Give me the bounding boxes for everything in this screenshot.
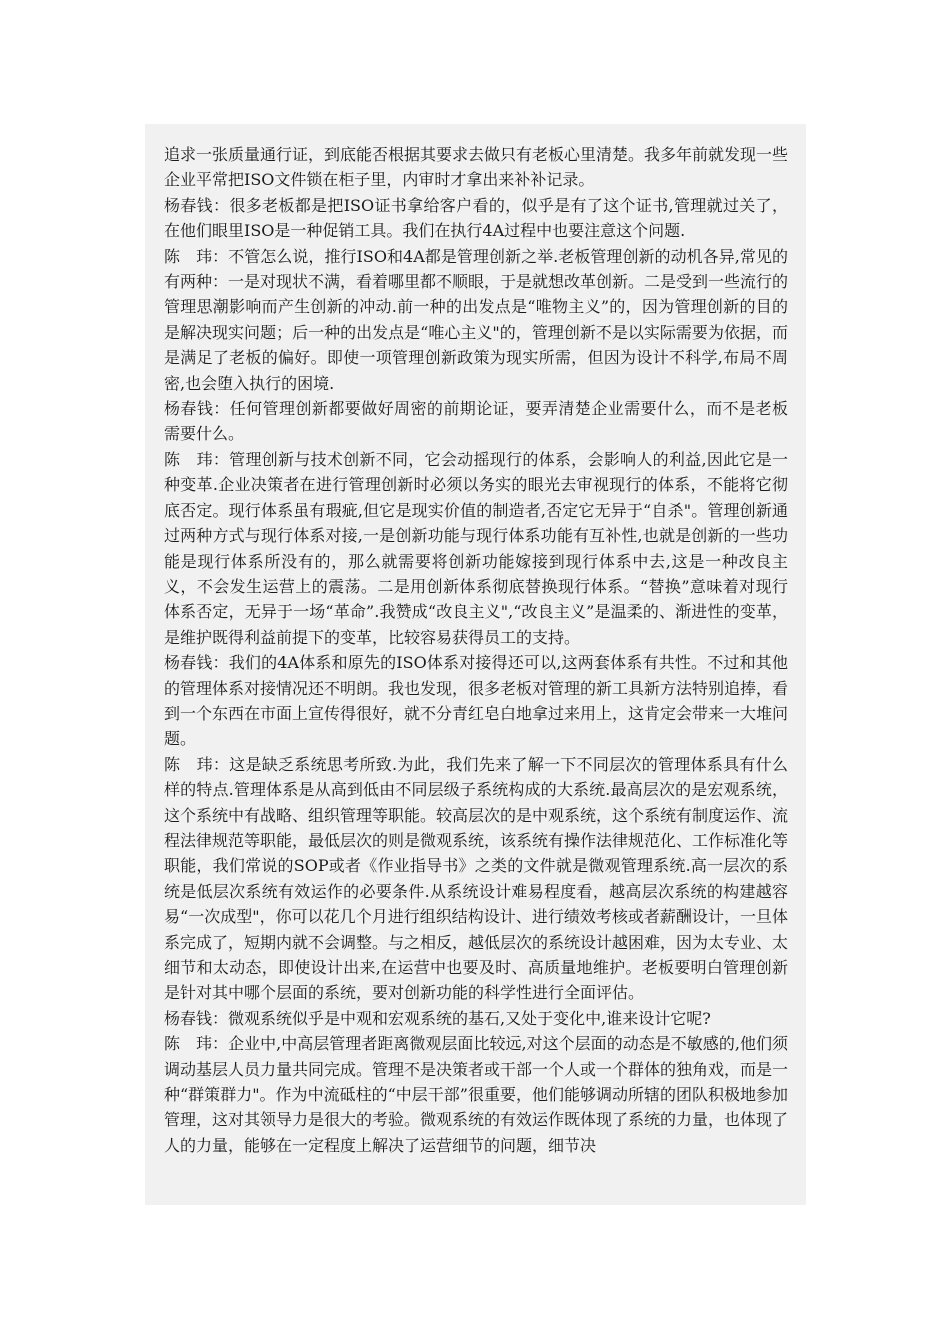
paragraph-text: 任何管理创新都要做好周密的前期论证，要弄清楚企业需要什么，而不是老板需要什么。 — [164, 399, 788, 444]
paragraph-text: 企业中,中高层管理者距离微观层面比较远,对这个层面的动态是不敏感的,他们须调动基层人员力量共同完成。管理不是决策者或干部一个人或一个群体的独角戏，而是一种“群策群力"。作为中流砥柱的“中层干部”很重要，他们能够调动所辖的团队积极地参加管理，这对其领导力是很大的考验。微观系统的有效运作既体现了系统的力量，也体现了人的力量，能够在一定程度上解决了运营细节的问题，细节决 — [164, 1034, 789, 1155]
paragraph-text: 管理创新与技术创新不同，它会动摇现行的体系，会影响人的利益,因此它是一种变革.企业决策者在进行管理创新时必须以务实的眼光去审视现行的体系，不能将它彻底否定。现行体系虽有瑕疵,但它是现实价值的制造者,否定它无异于“自杀"。管理创新通过两种方式与现行体系对接,一是创新功能与现行体系功能有互补性,也就是创新的一些功能是现行体系所没有的，那么就需要将创新功能嫁接到现行体系中去,这是一种改良主义，不会发生运营上的震荡。二是用创新体系彻底替换现行体系。“替换”意味着对现行体系否定，无异于一场“革命”.我赞成“改良主义",“改良主义”是温柔的、渐进性的变革，是维护既得利益前提下的变革，比较容易获得员工的支持。 — [164, 449, 788, 647]
speaker-label: 杨春钱： — [164, 399, 230, 419]
speaker-label: 陈 玮： — [164, 449, 230, 469]
paragraph-3 — [164, 244, 788, 396]
document-text-block — [145, 124, 806, 1205]
paragraph-text: 我们的4A体系和原先的ISO体系对接得还可以,这两套体系有共性。不过和其他的管理体系对接情况还不明朗。我也发现，很多老板对管理的新工具新方法特别追捧，看到一个东西在市面上宣传得很好，就不分青红皂白地拿过来用上，这肯定会带来一大堆问题。 — [164, 653, 789, 749]
paragraph-text: 这是缺乏系统思考所致.为此，我们先来了解一下不同层次的管理体系具有什么样的特点.管理体系是从高到低由不同层级子系统构成的大系统.最高层次的是宏观系统，这个系统中有战略、组织管理等职能。较高层次的是中观系统，这个系统有制度运作、流程法律规范等职能，最低层次的则是微观系统，该系统有操作法律规范化、工作标准化等职能，我们常说的SOP或者《作业指导书》之类的文件就是微观管理系统.高一层次的系统是低层次系统有效运作的必要条件.从系统设计难易程度看，越高层次系统的构建越容易“一次成型"，你可以花几个月进行组织结构设计、进行绩效考核或者薪酬设计，一旦体系完成了，短期内就不会调整。与之相反，越低层次的系统设计越困难，因为太专业、太细节和太动态，即使设计出来,在运营中也要及时、高质量地维护。老板要明白管理创新是针对其中哪个层面的系统，要对创新功能的科学性进行全面评估。 — [164, 754, 789, 1003]
paragraph-5 — [164, 447, 788, 650]
paragraph-text: 很多老板都是把ISO证书拿给客户看的，似乎是有了这个证书,管理就过关了，在他们眼里ISO是一种促销工具。我们在执行4A过程中也要注意这个问题. — [164, 195, 788, 241]
speaker-label: 陈 玮： — [164, 1034, 229, 1054]
speaker-label: 杨春钱： — [164, 653, 229, 673]
speaker-label: 杨春钱： — [164, 195, 230, 215]
paragraph-2 — [164, 193, 788, 244]
paragraph-4 — [164, 396, 788, 447]
paragraph-9 — [164, 1031, 788, 1158]
paragraph-7 — [164, 752, 788, 1006]
paragraph-text: 不管怎么说，推行ISO和4A都是管理创新之举.老板管理创新的动机各异,常见的有两种：一是对现状不满，看着哪里都不顺眼，于是就想改革创新。二是受到一些流行的管理思潮影响而产生创新的冲动.前一种的出发点是“唯物主义”的，因为管理创新的目的是解决现实问题；后一种的出发点是“唯心主义"的，管理创新不是以实际需要为依据，而是满足了老板的偏好。即使一项管理创新政策为现实所需，但因为设计不科学,布局不周密,也会堕入执行的困境. — [164, 246, 789, 393]
speaker-label: 陈 玮： — [164, 754, 230, 774]
paragraph-text: 追求一张质量通行证，到底能否根据其要求去做只有老板心里清楚。我多年前就发现一些企业平常把ISO文件锁在柜子里，内审时才拿出来补补记录。 — [164, 145, 789, 190]
paragraph-1 — [164, 142, 788, 193]
speaker-label: 杨春钱： — [164, 1008, 229, 1028]
paragraph-6 — [164, 650, 788, 752]
speaker-label: 陈 玮： — [164, 246, 229, 266]
paragraph-8 — [164, 1006, 788, 1031]
paragraph-text: 微观系统似乎是中观和宏观系统的基石,又处于变化中,谁来设计它呢? — [228, 1008, 711, 1028]
